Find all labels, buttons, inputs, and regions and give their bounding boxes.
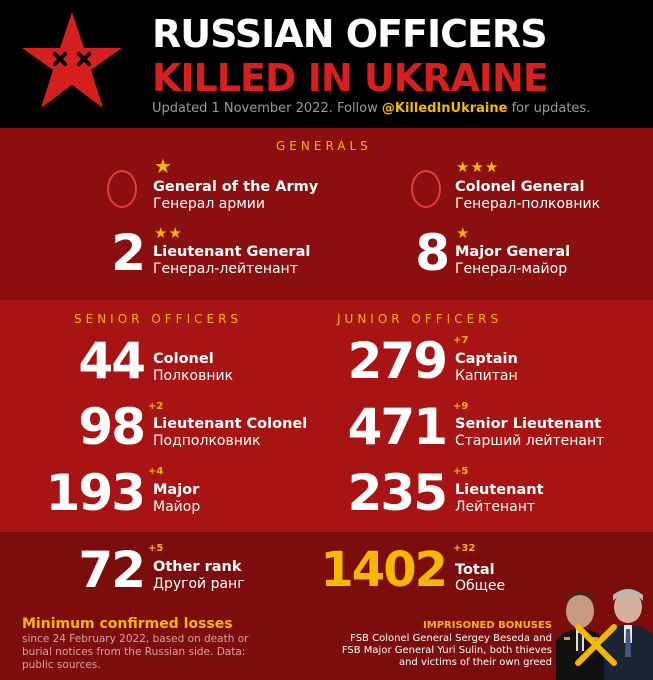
title-line-2: KILLED IN UKRAINE <box>152 56 548 100</box>
zero-count-icon <box>107 170 137 208</box>
rank-name-en: Lieutenant General <box>153 244 311 260</box>
count-number: 471 <box>347 398 446 456</box>
count-number: 279 <box>347 332 446 390</box>
dead-star-logo-icon <box>18 10 126 114</box>
rank-name-en: Captain <box>455 351 518 367</box>
rank-name-en: Lieutenant <box>455 482 544 498</box>
count-number: 2 <box>111 224 144 282</box>
delta-badge: +5 <box>148 543 164 554</box>
count-number: 193 <box>45 464 144 522</box>
delta-badge: +32 <box>453 543 476 554</box>
count-number: 235 <box>347 464 446 522</box>
delta-badge: +4 <box>148 466 164 477</box>
delta-badge: +5 <box>453 466 469 477</box>
junior-officers-title: JUNIOR OFFICERS <box>337 312 503 326</box>
zero-count-icon <box>411 170 441 208</box>
imprisoned-bonuses-title: IMPRISONED BONUSES <box>423 620 552 631</box>
delta-badge: +7 <box>453 335 469 346</box>
rank-name-ru: Старший лейтенант <box>455 433 605 449</box>
rank-name-ru: Генерал-полковник <box>455 196 601 212</box>
rank-name-en: Senior Lieutenant <box>455 416 602 432</box>
delta-badge: +9 <box>453 401 469 412</box>
count-number: 98 <box>78 398 144 456</box>
imprisoned-generals-photo <box>556 577 653 680</box>
rank-name-ru: Генерал-лейтенант <box>153 261 298 277</box>
total-count-number: 1402 <box>320 542 446 598</box>
rank-name-en: General of the Army <box>153 179 319 195</box>
count-number: 8 <box>415 224 448 282</box>
total-label-en: Total <box>455 562 495 578</box>
rank-stars-icon: ★ <box>154 154 173 178</box>
twitter-handle-link[interactable]: @KilledInUkraine <box>381 101 508 116</box>
rank-stars-icon: ★★ <box>154 224 183 242</box>
minimum-losses-title: Minimum confirmed losses <box>22 616 233 632</box>
rank-name-ru: Полковник <box>153 368 234 384</box>
delta-badge: +2 <box>148 401 164 412</box>
rank-name-en: Colonel <box>153 351 214 367</box>
total-label-ru: Общее <box>455 578 506 594</box>
rank-name-en: Other rank <box>153 559 242 575</box>
count-number: 72 <box>78 541 144 599</box>
senior-officers-title: SENIOR OFFICERS <box>74 312 243 326</box>
rank-name-ru: Генерал-майор <box>455 261 568 277</box>
rank-name-ru: Майор <box>153 499 201 515</box>
minimum-losses-note: since 24 February 2022, based on death or burial notices from the Russian side. Data: public sources. <box>22 633 249 671</box>
rank-name-en: Colonel General <box>455 179 585 195</box>
update-note <box>152 101 590 116</box>
count-number: 44 <box>78 332 144 390</box>
rank-name-ru: Лейтенант <box>455 499 536 515</box>
rank-name-ru: Капитан <box>455 368 518 384</box>
rank-name-ru: Подполковник <box>153 433 261 449</box>
imprisoned-bonuses-note: FSB Colonel General Sergey Beseda and FSB Major General Yuri Sulin, both thieves and victims of their own greed <box>341 633 552 668</box>
title-line-1: RUSSIAN OFFICERS <box>152 12 547 56</box>
rank-stars-icon: ★ <box>456 224 471 242</box>
header <box>0 0 653 128</box>
rank-name-ru: Другой ранг <box>153 576 245 592</box>
generals-title: GENERALS <box>276 139 372 153</box>
rank-name-en: Major <box>153 482 200 498</box>
rank-name-en: Lieutenant Colonel <box>153 416 308 432</box>
rank-name-en: Major General <box>455 244 571 260</box>
rank-stars-icon: ★★★ <box>456 158 500 176</box>
rank-name-ru: Генерал армии <box>153 196 266 212</box>
update-text: Updated 1 November 2022. Follow <box>152 101 382 116</box>
update-suffix: for updates. <box>507 101 591 116</box>
